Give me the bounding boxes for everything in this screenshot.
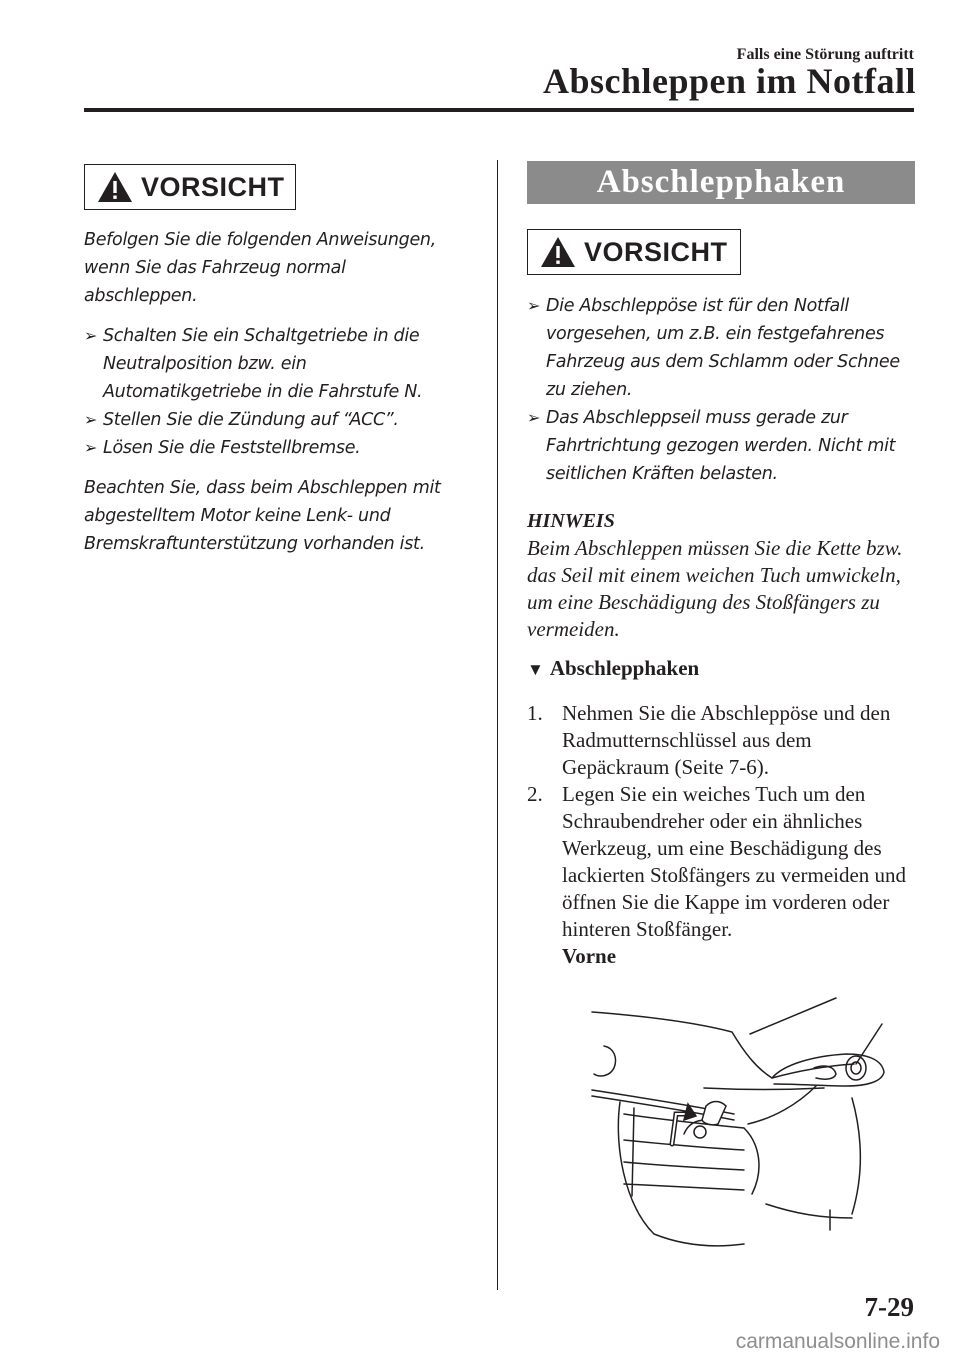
watermark: carmanualsonline.info xyxy=(735,1330,940,1353)
caution-box-left xyxy=(84,164,296,210)
column-divider xyxy=(497,160,498,1290)
step-number: 1. xyxy=(527,701,543,725)
right-caution-text xyxy=(527,292,919,488)
header-rule xyxy=(84,108,914,112)
caution-label: VORSICHT xyxy=(584,236,728,267)
bullet-arrow-icon: ➢ xyxy=(84,438,98,457)
header-section-label: Falls eine Störung auftritt xyxy=(736,46,914,63)
page-title: Abschleppen im Notfall xyxy=(542,61,916,101)
bullet-text: Stellen Sie die Zündung auf “ACC”. xyxy=(103,410,399,430)
step-text: Legen Sie ein weiches Tuch um den Schraubendreher oder ein ähnliches Werkzeug, um eine Beschädigung des lackierten Stoßfängers zu vermeiden und öffnen Sie die Kappe im vorderen oder hinteren Stoßfänger. xyxy=(562,782,907,941)
note-block xyxy=(527,508,917,643)
step-item xyxy=(527,781,919,970)
front-bumper-illustration xyxy=(584,994,900,1250)
bullet-arrow-icon: ➢ xyxy=(527,408,541,427)
bullet-text: Die Abschleppöse ist für den Notfall vorgesehen, um z.B. ein festgefahrenes Fahrzeug aus dem Schlamm oder Schnee zu ziehen. xyxy=(546,296,900,400)
caution-bullet xyxy=(84,434,464,462)
step-item xyxy=(527,700,919,781)
caution-box-right xyxy=(527,229,741,275)
caution-closing: Beachten Sie, dass beim Abschleppen mit abgestelltem Motor keine Lenk- und Bremskraftunterstützung vorhanden ist. xyxy=(84,478,441,554)
caution-bullet xyxy=(84,406,464,434)
subheading-text: Abschlepphaken xyxy=(549,656,700,680)
caution-bullet xyxy=(527,404,919,488)
bullet-arrow-icon: ➢ xyxy=(527,296,541,315)
caution-bullet xyxy=(84,322,464,406)
caution-intro: Befolgen Sie die folgenden Anweisungen, wenn Sie das Fahrzeug normal abschleppen. xyxy=(84,230,436,306)
page-number: 7-29 xyxy=(864,1292,914,1322)
figure-caption: Vorne xyxy=(562,944,617,968)
bullet-text: Schalten Sie ein Schaltgetriebe in die Neutralposition bzw. ein Automatikgetriebe in die Fahrstufe N. xyxy=(103,326,423,402)
warning-triangle-icon xyxy=(97,171,133,203)
steps-list xyxy=(527,700,919,970)
note-text: Beim Abschleppen müssen Sie die Kette bzw. das Seil mit einem weichen Tuch umwickeln, um eine Beschädigung des Stoßfängers zu vermeiden. xyxy=(527,536,903,641)
section-title-bar: Abschlepphaken xyxy=(527,161,915,204)
step-text: Nehmen Sie die Abschleppöse und den Radmutternschlüssel aus dem Gepäckraum (Seite 7-6). xyxy=(562,701,891,779)
subheading xyxy=(527,656,699,681)
bullet-text: Das Abschleppseil muss gerade zur Fahrtrichtung gezogen werden. Nicht mit seitlichen Kräften belasten. xyxy=(546,408,896,484)
warning-triangle-icon xyxy=(540,236,576,268)
bullet-arrow-icon: ➢ xyxy=(84,410,98,429)
bullet-text: Lösen Sie die Feststellbremse. xyxy=(103,438,361,458)
triangle-down-icon: ▼ xyxy=(527,660,544,679)
caution-label: VORSICHT xyxy=(141,171,285,202)
step-number: 2. xyxy=(527,782,543,806)
left-caution-text xyxy=(84,226,464,558)
note-title: HINWEIS xyxy=(527,510,615,532)
bullet-arrow-icon: ➢ xyxy=(84,326,98,345)
caution-bullet xyxy=(527,292,919,404)
